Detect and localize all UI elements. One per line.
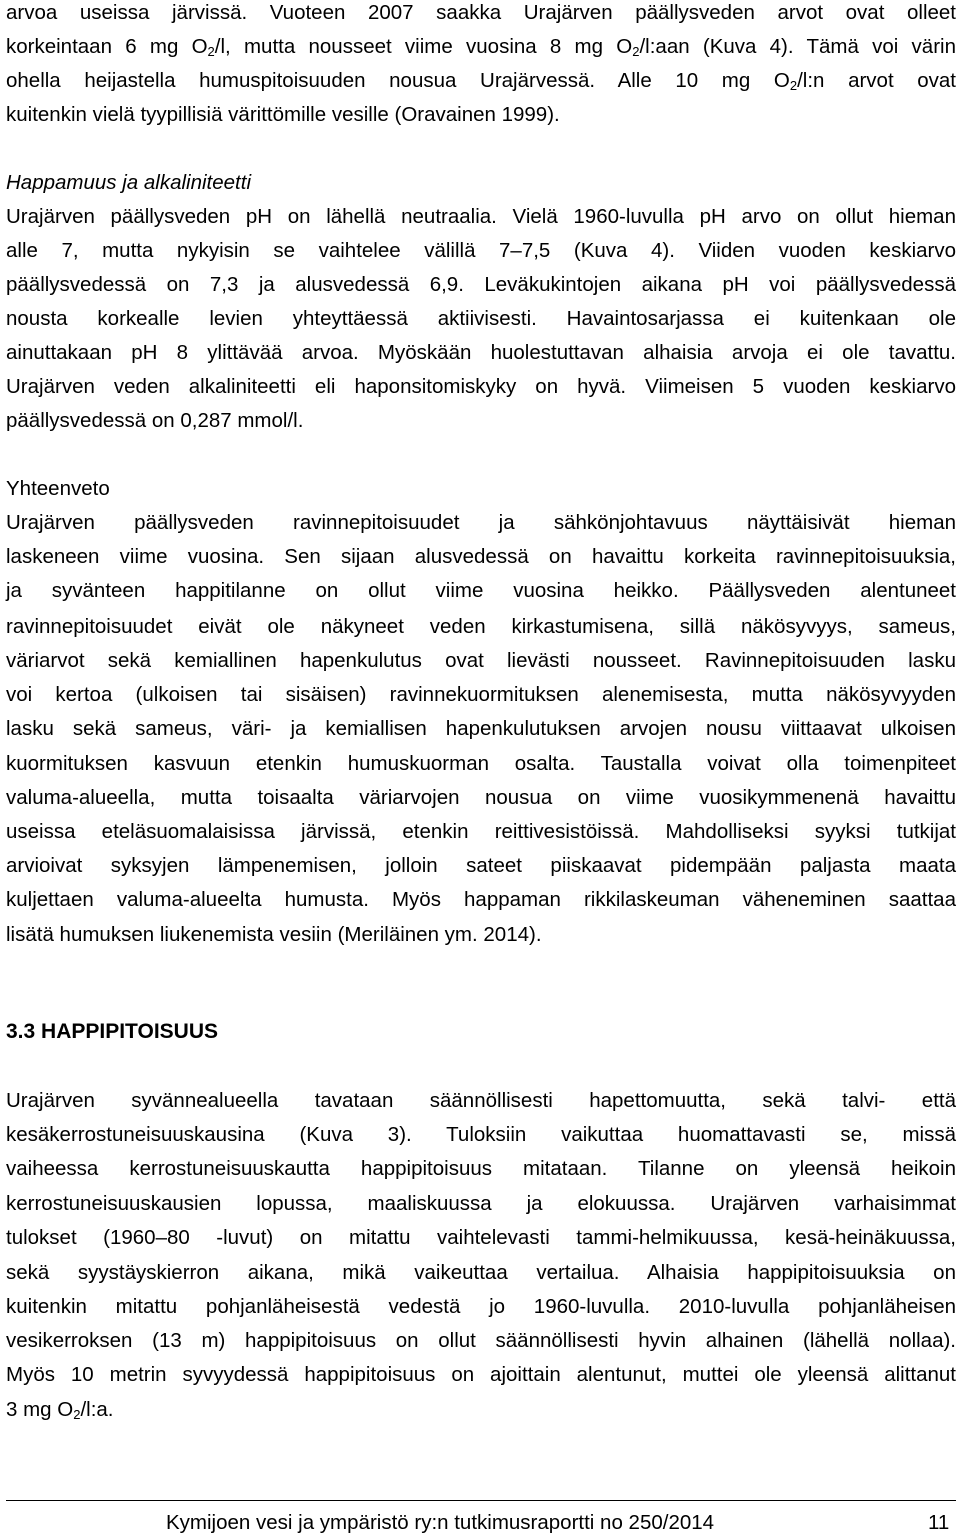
paragraph-line: kuormituksen kasvuun etenkin humuskuorman osalta. Taustalla voivat olla toimenpiteet	[6, 752, 956, 775]
paragraph-line: alle 7, mutta nykyisin se vaihtelee välillä 7–7,5 (Kuva 4). Viiden vuoden keskiarvo	[6, 239, 956, 262]
paragraph-line: tulokset (1960–80 -luvut) on mitattu vaihtelevasti tammi-helmikuussa, kesä-heinäkuussa,	[6, 1226, 956, 1249]
paragraph-line: ravinnepitoisuudet eivät ole näkyneet veden kirkastumisena, sillä näkösyvyys, sameus,	[6, 615, 956, 638]
section-heading-oxygen: 3.3 HAPPIPITOISUUS	[6, 1020, 219, 1043]
paragraph-line: valuma-alueella, mutta toisaalta väriarvojen nousua on viime vuosikymmenenä havaittu	[6, 786, 956, 809]
paragraph-line: 3 mg $O_2/l:a$.	[6, 1398, 114, 1422]
paragraph-line: korkeintaan 6 mg $O_2/l$, mutta nousseet viime vuosina 8 mg $O_2/l:aan$ (Kuva 4). Tämä voi värin	[6, 35, 956, 59]
section-heading-ph: Happamuus ja alkaliniteetti	[6, 171, 251, 194]
paragraph-line: sekä syystäyskierron aikana, mikä vaikeuttaa vertailua. Alhaisia happipitoisuuksia on	[6, 1261, 956, 1284]
paragraph-line: kerrostuneisuuskausien lopussa, maaliskuussa ja elokuussa. Urajärven varhaisimmat	[6, 1192, 956, 1215]
paragraph-line: Urajärven päällysveden ravinnepitoisuudet ja sähkönjohtavuus näyttäisivät hieman	[6, 511, 956, 534]
footer-report-title: Kymijoen vesi ja ympäristö ry:n tutkimusraportti no 250/2014	[166, 1511, 715, 1534]
paragraph-line: väriarvot sekä kemiallinen hapenkulutus ovat lievästi nousseet. Ravinnepitoisuuden lasku	[6, 649, 956, 672]
paragraph-line: nousta korkealle levien yhteyttäessä aktiivisesti. Havaintosarjassa ei kuitenkaan ole	[6, 307, 956, 330]
paragraph-line: lisätä humuksen liukenemista vesiin (Meriläinen ym. 2014).	[6, 923, 542, 946]
paragraph-line: ja syvänteen happitilanne on ollut viime vuosina heikko. Päällysveden alentuneet	[6, 579, 956, 602]
paragraph-line: vaiheessa kerrostuneisuuskautta happipitoisuus mitataan. Tilanne on yleensä heikoin	[6, 1157, 956, 1180]
paragraph-line: lasku sekä sameus, väri- ja kemiallisen hapenkulutuksen arvojen nousu viittaavat ulkoisen	[6, 717, 956, 740]
paragraph-line: kuitenkin vielä tyypillisiä värittömille vesille (Oravainen 1999).	[6, 103, 560, 126]
paragraph-line: ainuttakaan pH 8 ylittävää arvoa. Myöskään huolestuttavan alhaisia arvoja ei ole tavattu.	[6, 341, 956, 364]
paragraph-line: laskeneen viime vuosina. Sen sijaan alusvedessä on havaittu korkeita ravinnepitoisuuksia,	[6, 545, 956, 568]
paragraph-line: kuljettaen valuma-alueelta humusta. Myös happaman rikkilaskeuman väheneminen saattaa	[6, 888, 956, 911]
section-heading-summary: Yhteenveto	[6, 477, 110, 500]
paragraph-line: kuitenkin mitattu pohjanläheisestä vedestä jo 1960-luvulla. 2010-luvulla pohjanläheisen	[6, 1295, 956, 1318]
paragraph-line: voi kertoa (ulkoisen tai sisäisen) ravinnekuormituksen alenemisesta, mutta näkösyvyyden	[6, 683, 956, 706]
paragraph-line: useissa eteläsuomalaisissa järvissä, etenkin reittivesistöissä. Mahdolliseksi syyksi tutkijat	[6, 820, 956, 843]
paragraph-line: päällysvedessä on 7,3 ja alusvedessä 6,9. Leväkukintojen aikana pH voi päällysvedessä	[6, 273, 956, 296]
paragraph-line: Urajärven päällysveden pH on lähellä neutraalia. Vielä 1960-luvulla pH arvo on ollut hieman	[6, 205, 956, 228]
document-page	[6, 0, 956, 1539]
paragraph-line: ohella heijastella humuspitoisuuden nousua Urajärvessä. Alle 10 mg $O_2/l:n$ arvot ovat	[6, 69, 957, 93]
paragraph-line: Urajärven syvännealueella tavataan säännöllisesti hapettomuutta, sekä talvi- että	[6, 1089, 956, 1112]
paragraph-line: päällysvedessä on 0,287 mmol/l.	[6, 409, 304, 432]
footer-divider	[6, 1500, 956, 1501]
page-number: 11	[928, 1511, 950, 1534]
paragraph-line: arvioivat syksyjen lämpenemisen, jolloin sateet piiskaavat pidempään paljasta maata	[6, 854, 956, 877]
paragraph-line: Myös 10 metrin syvyydessä happipitoisuus on ajoittain alentunut, muttei ole yleensä alittanut	[6, 1363, 956, 1386]
paragraph-line: kesäkerrostuneisuuskausina (Kuva 3). Tuloksiin vaikuttaa huomattavasti se, missä	[6, 1123, 956, 1146]
paragraph-line: vesikerroksen (13 m) happipitoisuus on ollut säännöllisesti hyvin alhainen (lähellä nollaa).	[6, 1329, 956, 1352]
paragraph-line: arvoa useissa järvissä. Vuoteen 2007 saakka Urajärven päällysveden arvot ovat olleet	[6, 1, 956, 24]
paragraph-line: Urajärven veden alkaliniteetti eli haponsitomiskyky on hyvä. Viimeisen 5 vuoden keskiarvo	[6, 375, 956, 398]
